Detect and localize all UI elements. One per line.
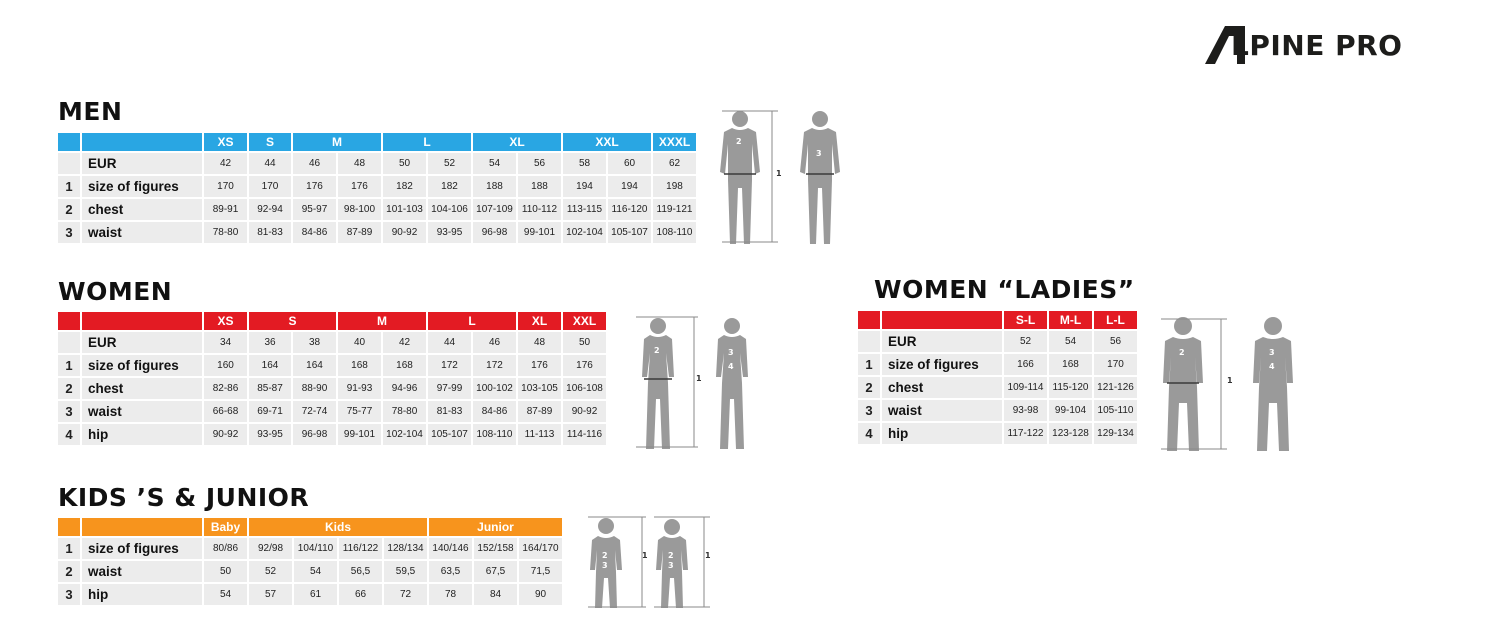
- value-cell: 54: [1049, 331, 1092, 352]
- value-cell: 194: [608, 176, 651, 197]
- value-cell: 106-108: [563, 378, 606, 399]
- men-title: MEN: [58, 97, 123, 126]
- value-cell: 100-102: [473, 378, 516, 399]
- value-cell: 84: [474, 584, 517, 605]
- value-cell: 66: [339, 584, 382, 605]
- value-cell: 176: [563, 355, 606, 376]
- ladies-figures: [1155, 313, 1300, 458]
- value-cell: 94-96: [383, 378, 426, 399]
- row-label: EUR: [882, 331, 1002, 352]
- size-header-m: M: [338, 312, 426, 330]
- value-cell: 182: [383, 176, 426, 197]
- size-header-l-l: L-L: [1094, 311, 1137, 329]
- value-cell: 52: [1004, 331, 1047, 352]
- value-cell: 176: [338, 176, 381, 197]
- value-cell: 116-120: [608, 199, 651, 220]
- row-label: chest: [882, 377, 1002, 398]
- header-num-cell: [858, 311, 880, 329]
- value-cell: 75-77: [338, 401, 381, 422]
- ladies-height-mark: 1: [1227, 376, 1233, 385]
- table-row: [58, 584, 562, 605]
- women-front-mark: 2: [654, 346, 660, 355]
- value-cell: 44: [249, 153, 291, 174]
- kids-boy-figure: [590, 518, 622, 608]
- table-row: [58, 332, 606, 353]
- row-label: waist: [82, 561, 202, 582]
- table-row: [58, 401, 606, 422]
- value-cell: 60: [608, 153, 651, 174]
- value-cell: 129-134: [1094, 423, 1137, 444]
- value-cell: 34: [204, 332, 247, 353]
- header-label-cell: [82, 312, 202, 330]
- value-cell: 62: [653, 153, 696, 174]
- table-row: [58, 538, 562, 559]
- kids-boy-height-mark: 1: [642, 551, 648, 560]
- ladies-front-mark: 2: [1179, 348, 1185, 357]
- table-row: [58, 199, 696, 220]
- value-cell: 63,5: [429, 561, 472, 582]
- header-label-cell: [882, 311, 1002, 329]
- value-cell: 95-97: [293, 199, 336, 220]
- men-size-header-row: [58, 133, 696, 151]
- value-cell: 168: [1049, 354, 1092, 375]
- value-cell: 85-87: [249, 378, 291, 399]
- value-cell: 66-68: [204, 401, 247, 422]
- brand-wordmark: LPINE PRO: [1231, 29, 1403, 62]
- value-cell: 48: [338, 153, 381, 174]
- value-cell: 140/146: [429, 538, 472, 559]
- ladies-back-figure: [1253, 317, 1293, 451]
- women-figures: [632, 313, 752, 458]
- size-header-baby: Baby: [204, 518, 247, 536]
- row-label: size of figures: [82, 538, 202, 559]
- men-figures: [716, 108, 836, 253]
- row-number: 2: [58, 378, 80, 399]
- value-cell: 123-128: [1049, 423, 1092, 444]
- value-cell: 170: [1094, 354, 1137, 375]
- value-cell: 105-107: [428, 424, 471, 445]
- row-number: 3: [58, 401, 80, 422]
- header-num-cell: [58, 518, 80, 536]
- value-cell: 61: [294, 584, 337, 605]
- value-cell: 164: [293, 355, 336, 376]
- row-label: EUR: [82, 332, 202, 353]
- value-cell: 108-110: [473, 424, 516, 445]
- row-label: chest: [82, 199, 202, 220]
- value-cell: 90-92: [383, 222, 426, 243]
- value-cell: 90-92: [563, 401, 606, 422]
- value-cell: 81-83: [428, 401, 471, 422]
- ladies-title: WOMEN “LADIES”: [874, 275, 1135, 304]
- header-num-cell: [58, 312, 80, 330]
- value-cell: 117-122: [1004, 423, 1047, 444]
- value-cell: 78: [429, 584, 472, 605]
- value-cell: 164: [249, 355, 291, 376]
- value-cell: 54: [204, 584, 247, 605]
- value-cell: 107-109: [473, 199, 516, 220]
- value-cell: 54: [294, 561, 337, 582]
- value-cell: 72-74: [293, 401, 336, 422]
- value-cell: 52: [428, 153, 471, 174]
- size-header-l: L: [383, 133, 471, 151]
- value-cell: 54: [473, 153, 516, 174]
- row-number: 2: [858, 377, 880, 398]
- value-cell: 84-86: [293, 222, 336, 243]
- men-size-table: [56, 131, 698, 245]
- size-header-s: S: [249, 312, 336, 330]
- women-height-mark: 1: [696, 374, 702, 383]
- value-cell: 113-115: [563, 199, 606, 220]
- value-cell: 170: [249, 176, 291, 197]
- value-cell: 110-112: [518, 199, 561, 220]
- value-cell: 42: [204, 153, 247, 174]
- value-cell: 71,5: [519, 561, 562, 582]
- value-cell: 90: [519, 584, 562, 605]
- size-header-xl: XL: [473, 133, 561, 151]
- row-label: waist: [82, 401, 202, 422]
- value-cell: 91-93: [338, 378, 381, 399]
- value-cell: 78-80: [204, 222, 247, 243]
- row-number: 4: [58, 424, 80, 445]
- kids-girl-figure: [656, 519, 688, 608]
- row-label: size of figures: [82, 355, 202, 376]
- women-back-mark-4: 4: [728, 362, 734, 371]
- men-front-mark: 2: [736, 137, 742, 146]
- value-cell: 194: [563, 176, 606, 197]
- kids-size-header-row: [58, 518, 562, 536]
- table-row: [58, 355, 606, 376]
- row-number: 2: [58, 561, 80, 582]
- table-row: [858, 354, 1137, 375]
- value-cell: 46: [293, 153, 336, 174]
- value-cell: 56: [518, 153, 561, 174]
- value-cell: 52: [249, 561, 292, 582]
- value-cell: 89-91: [204, 199, 247, 220]
- women-size-table: [56, 310, 608, 447]
- value-cell: 36: [249, 332, 291, 353]
- value-cell: 50: [563, 332, 606, 353]
- ladies-size-header-row: [858, 311, 1137, 329]
- size-header-kids: Kids: [249, 518, 427, 536]
- value-cell: 69-71: [249, 401, 291, 422]
- value-cell: 87-89: [338, 222, 381, 243]
- value-cell: 93-95: [428, 222, 471, 243]
- row-number: 1: [58, 176, 80, 197]
- size-header-xs: XS: [204, 312, 247, 330]
- row-label: chest: [82, 378, 202, 399]
- men-height-mark: 1: [776, 169, 782, 178]
- value-cell: 164/170: [519, 538, 562, 559]
- value-cell: 46: [473, 332, 516, 353]
- value-cell: 104-106: [428, 199, 471, 220]
- value-cell: 93-98: [1004, 400, 1047, 421]
- header-label-cell: [82, 133, 202, 151]
- table-row: [58, 424, 606, 445]
- value-cell: 90-92: [204, 424, 247, 445]
- row-number: 3: [58, 222, 80, 243]
- table-row: [58, 176, 696, 197]
- row-number: [58, 153, 80, 174]
- men-front-figure: [720, 111, 760, 244]
- table-row: [858, 400, 1137, 421]
- table-row: [58, 222, 696, 243]
- value-cell: 99-104: [1049, 400, 1092, 421]
- ladies-back-mark-4: 4: [1269, 362, 1275, 371]
- men-back-figure: [800, 111, 840, 244]
- table-row: [858, 423, 1137, 444]
- table-row: [858, 377, 1137, 398]
- women-front-figure: [642, 318, 674, 449]
- value-cell: 50: [204, 561, 247, 582]
- kids-size-table: [56, 516, 564, 607]
- value-cell: 152/158: [474, 538, 517, 559]
- value-cell: 67,5: [474, 561, 517, 582]
- value-cell: 114-116: [563, 424, 606, 445]
- value-cell: 166: [1004, 354, 1047, 375]
- value-cell: 38: [293, 332, 336, 353]
- size-header-xs: XS: [204, 133, 247, 151]
- women-size-header-row: [58, 312, 606, 330]
- value-cell: 198: [653, 176, 696, 197]
- value-cell: 97-99: [428, 378, 471, 399]
- value-cell: 119-121: [653, 199, 696, 220]
- value-cell: 188: [518, 176, 561, 197]
- value-cell: 104/110: [294, 538, 337, 559]
- alpine-pro-logo: [1205, 26, 1497, 66]
- value-cell: 87-89: [518, 401, 561, 422]
- header-label-cell: [82, 518, 202, 536]
- table-row: [858, 331, 1137, 352]
- value-cell: 172: [428, 355, 471, 376]
- value-cell: 56: [1094, 331, 1137, 352]
- value-cell: 40: [338, 332, 381, 353]
- size-header-m: M: [293, 133, 381, 151]
- kids-title: KIDS ’S & JUNIOR: [58, 483, 310, 512]
- value-cell: 81-83: [249, 222, 291, 243]
- value-cell: 102-104: [383, 424, 426, 445]
- value-cell: 92/98: [249, 538, 292, 559]
- value-cell: 168: [338, 355, 381, 376]
- value-cell: 98-100: [338, 199, 381, 220]
- size-header-s: S: [249, 133, 291, 151]
- women-title: WOMEN: [58, 277, 173, 306]
- value-cell: 176: [293, 176, 336, 197]
- value-cell: 188: [473, 176, 516, 197]
- row-number: 4: [858, 423, 880, 444]
- row-number: 3: [58, 584, 80, 605]
- size-header-m-l: M-L: [1049, 311, 1092, 329]
- value-cell: 96-98: [473, 222, 516, 243]
- row-label: size of figures: [882, 354, 1002, 375]
- row-label: hip: [82, 424, 202, 445]
- value-cell: 128/134: [384, 538, 427, 559]
- value-cell: 109-114: [1004, 377, 1047, 398]
- value-cell: 170: [204, 176, 247, 197]
- value-cell: 42: [383, 332, 426, 353]
- women-back-figure: [716, 318, 748, 449]
- table-row: [58, 153, 696, 174]
- value-cell: 72: [384, 584, 427, 605]
- row-number: [858, 331, 880, 352]
- kids-girl-mark-2: 2: [668, 551, 674, 560]
- kids-figures: [586, 514, 716, 614]
- table-row: [58, 561, 562, 582]
- value-cell: 101-103: [383, 199, 426, 220]
- ladies-front-figure: [1163, 317, 1203, 451]
- value-cell: 115-120: [1049, 377, 1092, 398]
- value-cell: 58: [563, 153, 606, 174]
- size-header-s-l: S-L: [1004, 311, 1047, 329]
- value-cell: 168: [383, 355, 426, 376]
- size-header-xxl: XXL: [563, 133, 651, 151]
- kids-boy-mark-2: 2: [602, 551, 608, 560]
- value-cell: 88-90: [293, 378, 336, 399]
- size-header-l: L: [428, 312, 516, 330]
- value-cell: 82-86: [204, 378, 247, 399]
- row-label: hip: [82, 584, 202, 605]
- header-num-cell: [58, 133, 80, 151]
- kids-girl-height-mark: 1: [705, 551, 711, 560]
- value-cell: 99-101: [338, 424, 381, 445]
- value-cell: 80/86: [204, 538, 247, 559]
- row-label: size of figures: [82, 176, 202, 197]
- value-cell: 59,5: [384, 561, 427, 582]
- value-cell: 116/122: [339, 538, 382, 559]
- row-label: hip: [882, 423, 1002, 444]
- value-cell: 108-110: [653, 222, 696, 243]
- row-number: [58, 332, 80, 353]
- value-cell: 182: [428, 176, 471, 197]
- row-number: 1: [58, 355, 80, 376]
- value-cell: 48: [518, 332, 561, 353]
- women-back-mark-3: 3: [728, 348, 734, 357]
- row-number: 2: [58, 199, 80, 220]
- value-cell: 92-94: [249, 199, 291, 220]
- kids-girl-mark-3: 3: [668, 561, 674, 570]
- row-label: waist: [82, 222, 202, 243]
- row-label: EUR: [82, 153, 202, 174]
- value-cell: 121-126: [1094, 377, 1137, 398]
- table-row: [58, 378, 606, 399]
- value-cell: 102-104: [563, 222, 606, 243]
- size-header-xxl: XXL: [563, 312, 606, 330]
- value-cell: 93-95: [249, 424, 291, 445]
- value-cell: 103-105: [518, 378, 561, 399]
- value-cell: 105-107: [608, 222, 651, 243]
- men-back-mark: 3: [816, 149, 822, 158]
- value-cell: 56,5: [339, 561, 382, 582]
- value-cell: 176: [518, 355, 561, 376]
- value-cell: 11-113: [518, 424, 561, 445]
- value-cell: 96-98: [293, 424, 336, 445]
- row-number: 1: [58, 538, 80, 559]
- value-cell: 50: [383, 153, 426, 174]
- value-cell: 172: [473, 355, 516, 376]
- row-number: 1: [858, 354, 880, 375]
- value-cell: 84-86: [473, 401, 516, 422]
- value-cell: 57: [249, 584, 292, 605]
- kids-boy-mark-3: 3: [602, 561, 608, 570]
- value-cell: 44: [428, 332, 471, 353]
- ladies-size-table: [856, 309, 1139, 446]
- row-number: 3: [858, 400, 880, 421]
- value-cell: 105-110: [1094, 400, 1137, 421]
- row-label: waist: [882, 400, 1002, 421]
- size-header-junior: Junior: [429, 518, 562, 536]
- value-cell: 78-80: [383, 401, 426, 422]
- value-cell: 160: [204, 355, 247, 376]
- value-cell: 99-101: [518, 222, 561, 243]
- size-header-xxxl: XXXL: [653, 133, 696, 151]
- size-header-xl: XL: [518, 312, 561, 330]
- ladies-back-mark-3: 3: [1269, 348, 1275, 357]
